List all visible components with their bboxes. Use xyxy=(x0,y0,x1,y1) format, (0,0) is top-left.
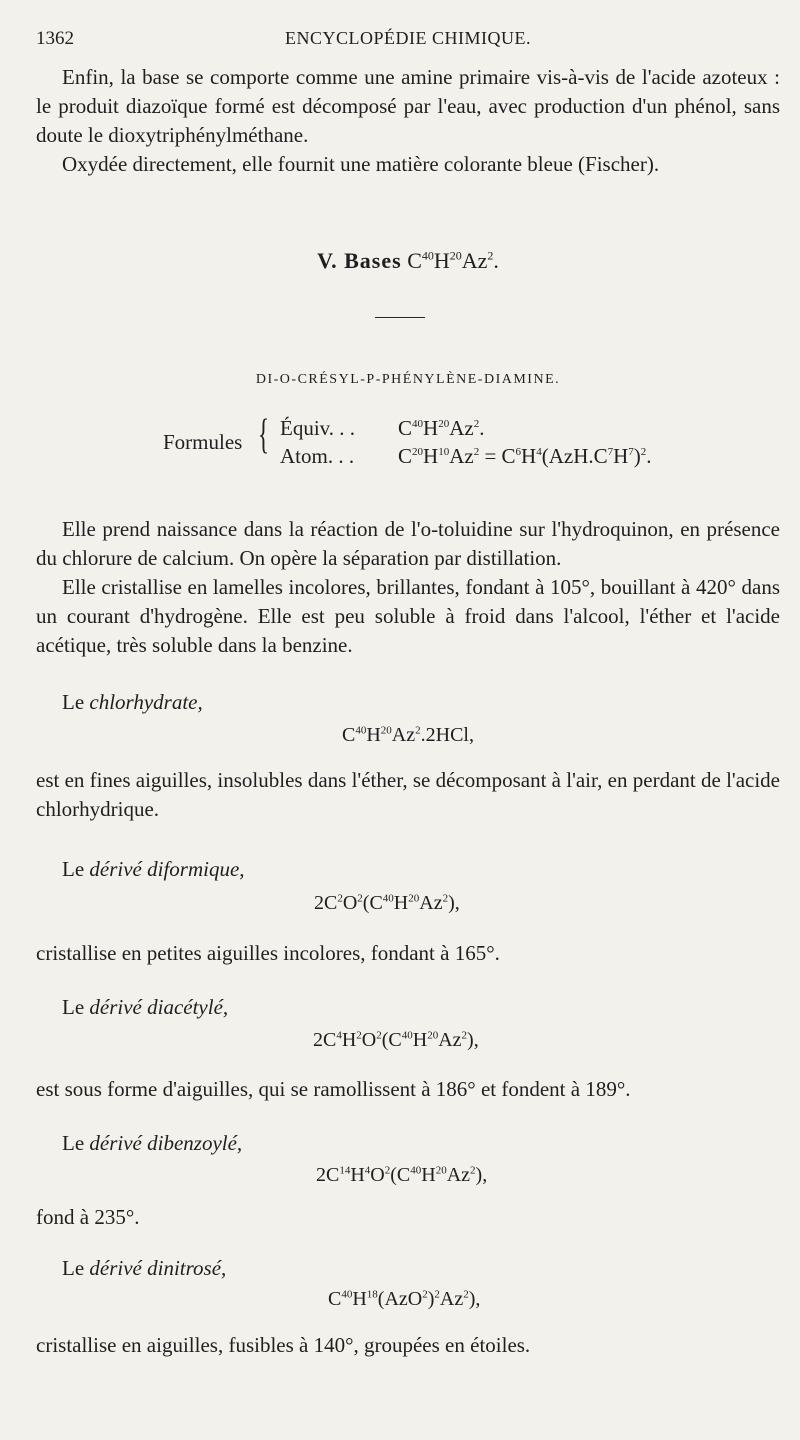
dibenzoyle-desc: fond à 235°. xyxy=(36,1205,140,1229)
running-title: ENCYCLOPÉDIE CHIMIQUE. xyxy=(285,28,531,48)
atom-label: Atom. . . xyxy=(280,444,355,468)
section-heading xyxy=(36,248,780,274)
formula-brace: { xyxy=(258,412,270,458)
dinitrose-formula: $C^{40}H^{18}(AzO^2)^2Az^2$), xyxy=(328,1288,481,1310)
diformique-formula: $2C^2O^2(C^{40}H^{20}Az^2)$, xyxy=(314,892,460,914)
paragraph-properties: Elle cristallise en lamelles incolores, brillantes, fondant à 105°, bouillant à 420° dans un courant d'hydrogène. Elle est peu soluble à froid dans l'alcool, l'éther et l'acide acétique, très soluble dans la benzine. xyxy=(36,575,780,657)
chlorhydrate-desc: est en fines aiguilles, insolubles dans l'éther, se décomposant à l'air, en perdant de l'acide chlorhydrique. xyxy=(36,768,780,821)
atom-formula: $C^{20}H^{10}Az^2 = C^6H^4(AzH.C^7H^7)^2$. xyxy=(398,444,652,468)
diacetyle-name: dérivé diacétylé, xyxy=(89,995,229,1019)
section-label: V. Bases xyxy=(317,248,402,273)
le-word: Le xyxy=(62,1256,85,1280)
dinitrose-name: dérivé dinitrosé, xyxy=(89,1256,227,1280)
dinitrose-heading xyxy=(36,1254,780,1283)
paragraph-origin: Elle prend naissance dans la réaction de l'o-toluidine sur l'hydroquinon, en présence du chlorure de calcium. On opère la séparation par distillation. xyxy=(36,517,780,570)
chlorhydrate-heading xyxy=(36,688,780,717)
diformique-desc: cristallise en petites aiguilles incolores, fondant à 165°. xyxy=(36,941,500,965)
le-word: Le xyxy=(62,690,85,714)
equiv-formula: $C^{40}H^{20}Az^2$. xyxy=(398,416,485,440)
le-word: Le xyxy=(62,857,85,881)
formulas-label: Formules xyxy=(163,430,243,454)
dinitrose-desc: cristallise en aiguilles, fusibles à 140°, groupées en étoiles. xyxy=(36,1333,531,1357)
dibenzoyle-formula: $2C^{14}H^4O^2(C^{40}H^{20}Az^2)$, xyxy=(316,1164,488,1186)
diformique-name: dérivé diformique, xyxy=(89,857,245,881)
chlorhydrate-formula: $C^{40}H^{20}Az^2.2HCl$, xyxy=(342,724,474,746)
page-header xyxy=(36,28,780,52)
dibenzoyle-name: dérivé dibenzoylé, xyxy=(89,1131,243,1155)
paragraph-intro-2: Oxydée directement, elle fournit une matière colorante bleue (Fischer). xyxy=(62,152,660,176)
equiv-label: Équiv. . . xyxy=(280,416,356,440)
section-rule xyxy=(375,317,425,318)
compound-name: DI-O-CRÉSYL-P-PHÉNYLÈNE-DIAMINE. xyxy=(255,372,561,387)
diformique-heading xyxy=(36,855,780,884)
diacetyle-heading xyxy=(36,993,780,1022)
page-number: 1362 xyxy=(36,28,74,49)
dibenzoyle-heading xyxy=(36,1129,780,1158)
le-word: Le xyxy=(62,1131,85,1155)
diacetyle-formula: $2C^4H^2O^2(C^{40}H^{20}Az^2)$, xyxy=(313,1029,479,1051)
le-word: Le xyxy=(62,995,85,1019)
paragraph-intro-1: Enfin, la base se comporte comme une amine primaire vis-à-vis de l'acide azoteux : le produit diazoïque formé est décomposé par l'eau, avec production d'un phénol, sans doute le dioxytriphénylméthane. xyxy=(36,65,780,147)
section-formula: $C^{40}H^{20}Az^2$. xyxy=(407,248,499,273)
diacetyle-desc: est sous forme d'aiguilles, qui se ramollissent à 186° et fondent à 189°. xyxy=(36,1077,631,1101)
chlorhydrate-name: chlorhydrate, xyxy=(89,690,203,714)
